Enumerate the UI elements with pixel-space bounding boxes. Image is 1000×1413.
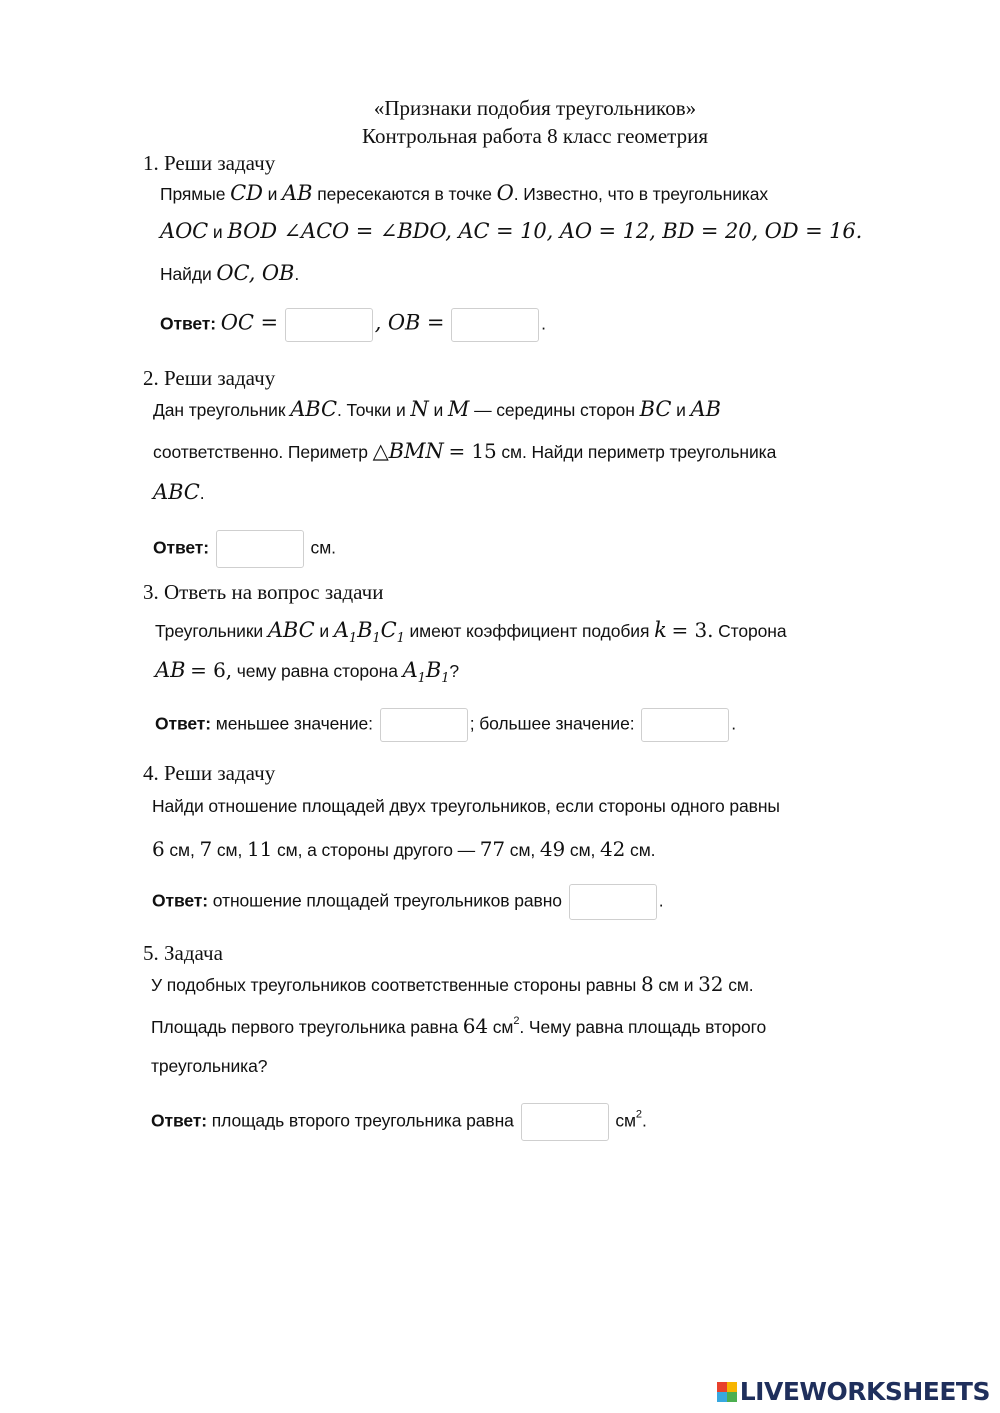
answer-smaller-input[interactable] bbox=[380, 708, 468, 742]
task-1-line-2: AOC и BOD ∠ACO = ∠BDO, AC = 10, AO = 12, BD = 20, OD = 16. bbox=[160, 219, 863, 243]
task-4-line-2: 6 см, 7 см, 11 см, а стороны другого — 77 см, 49 см, 42 см. bbox=[152, 837, 656, 861]
task-5-answer: Ответ: площадь второго треугольника равна $см^2$. bbox=[151, 1103, 647, 1141]
task-5-heading: 5. Задача bbox=[143, 941, 223, 965]
task-1-line-1: Прямые CD и AB пересекаются в точке O. Известно, что в треугольниках bbox=[160, 181, 769, 205]
logo-square bbox=[727, 1392, 737, 1402]
answer-perimeter-input[interactable] bbox=[216, 530, 304, 568]
liveworksheets-logo bbox=[717, 1377, 990, 1406]
logo-square bbox=[717, 1382, 727, 1392]
answer-oc-input[interactable] bbox=[285, 308, 373, 342]
task-1-line-3: Найди OC, OB. bbox=[160, 261, 300, 285]
task-1-answer: Ответ: OC = , OB = . bbox=[160, 308, 546, 342]
answer-ob-input[interactable] bbox=[451, 308, 539, 342]
task-2-answer: Ответ: см. bbox=[153, 530, 336, 568]
task-2-line-2: соответственно. Периметр △BMN = 15 см. Найди периметр треугольника bbox=[153, 439, 777, 463]
task-5-line-2: Площадь первого треугольника равна 64 $см^2$. Чему равна площадь второго bbox=[151, 1014, 767, 1038]
worksheet-title: «Признаки подобия треугольников» bbox=[373, 96, 697, 120]
task-2-heading: 2. Реши задачу bbox=[143, 366, 276, 390]
answer-ratio-input[interactable] bbox=[569, 884, 657, 920]
worksheet-subtitle: Контрольная работа 8 класс геометрия bbox=[362, 124, 708, 148]
logo-text: LIVEWORKSHEETS bbox=[739, 1377, 990, 1406]
task-4-heading: 4. Реши задачу bbox=[143, 761, 276, 785]
task-3-answer: Ответ: меньшее значение: ; большее значение: . bbox=[155, 708, 736, 742]
task-3-line-1: Треугольники ABC и $A_1B_1C_1$ имеют коэффициент подобия k = 3. Сторона bbox=[155, 618, 787, 646]
task-2-line-3: ABC. bbox=[153, 480, 205, 504]
answer-larger-input[interactable] bbox=[641, 708, 729, 742]
logo-mark-icon bbox=[717, 1382, 737, 1402]
task-2-line-1: Дан треугольник ABC. Точки и N и M — середины сторон BC и AB bbox=[153, 397, 721, 421]
task-4-line-1: Найди отношение площадей двух треугольников, если стороны одного равны bbox=[152, 796, 780, 816]
logo-square bbox=[717, 1392, 727, 1402]
task-3-line-2: AB = 6, чему равна сторона $A_1B_1$? bbox=[155, 658, 459, 686]
task-1-heading: 1. Реши задачу bbox=[143, 151, 276, 175]
task-5-line-3: треугольника? bbox=[151, 1056, 268, 1076]
answer-area-input[interactable] bbox=[521, 1103, 609, 1141]
task-3-heading: 3. Ответь на вопрос задачи bbox=[143, 580, 384, 604]
task-4-answer: Ответ: отношение площадей треугольников равно . bbox=[152, 884, 663, 920]
logo-square bbox=[727, 1382, 737, 1392]
task-5-line-1: У подобных треугольников соответственные стороны равны 8 см и 32 см. bbox=[151, 972, 754, 996]
